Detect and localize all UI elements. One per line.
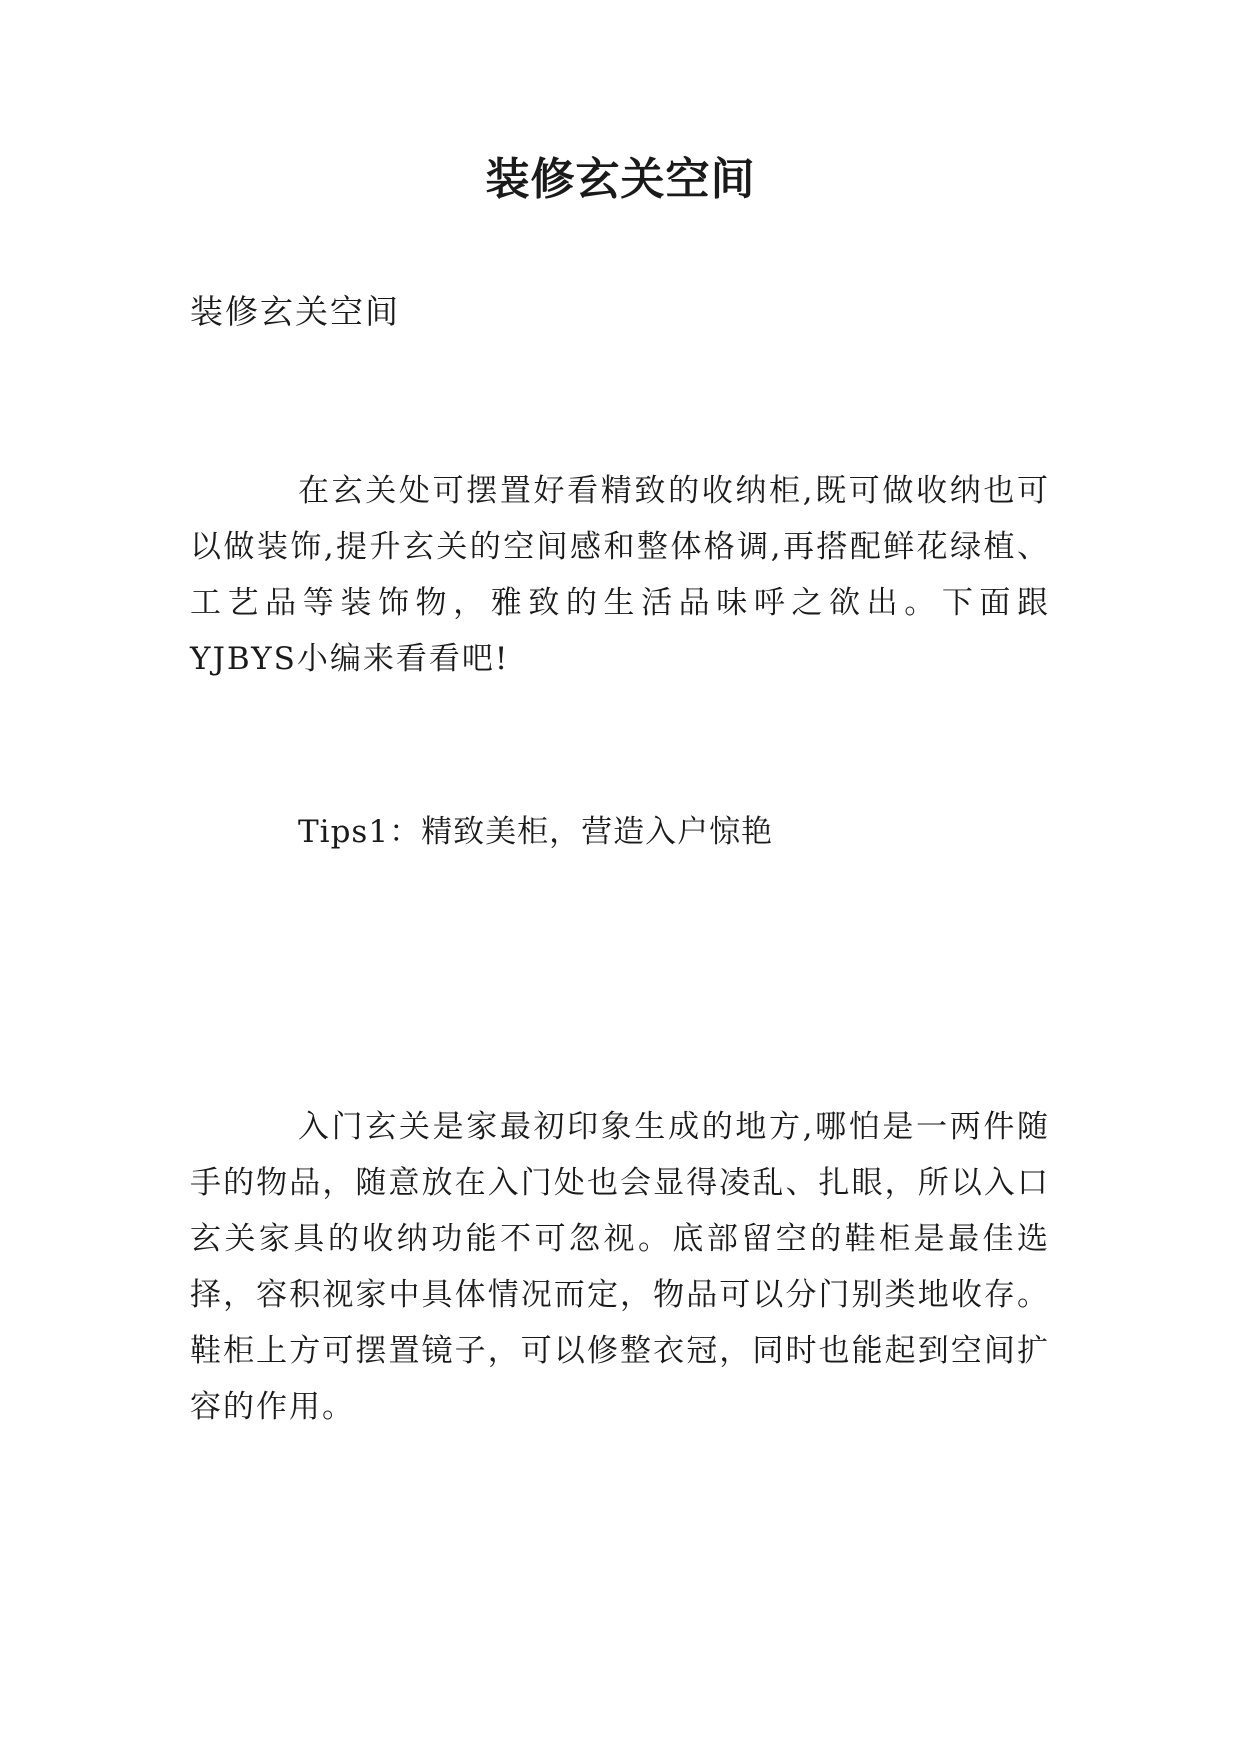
- tips-heading: Tips1：精致美柜，营造入户惊艳: [298, 814, 774, 850]
- paragraph-intro: 在玄关处可摆置好看精致的收纳柜,既可做收纳也可以做装饰,提升玄关的空间感和整体格调,再搭配鲜花绿植、工艺品等装饰物，雅致的生活品味呼之欲出。下面跟YJBYS小编来看看吧!: [190, 473, 1050, 677]
- document-subtitle: 装修玄关空间: [190, 292, 400, 331]
- document-title: 装修玄关空间: [485, 154, 756, 205]
- paragraph-entrance: 入门玄关是家最初印象生成的地方,哪怕是一两件随手的物品，随意放在入门处也会显得凌乱、扎眼，所以入口玄关家具的收纳功能不可忽视。底部留空的鞋柜是最佳选择，容积视家中具体情况而定，物品可以分门别类地收存。鞋柜上方可摆置镜子，可以修整衣冠，同时也能起到空间扩容的作用。: [190, 1109, 1050, 1425]
